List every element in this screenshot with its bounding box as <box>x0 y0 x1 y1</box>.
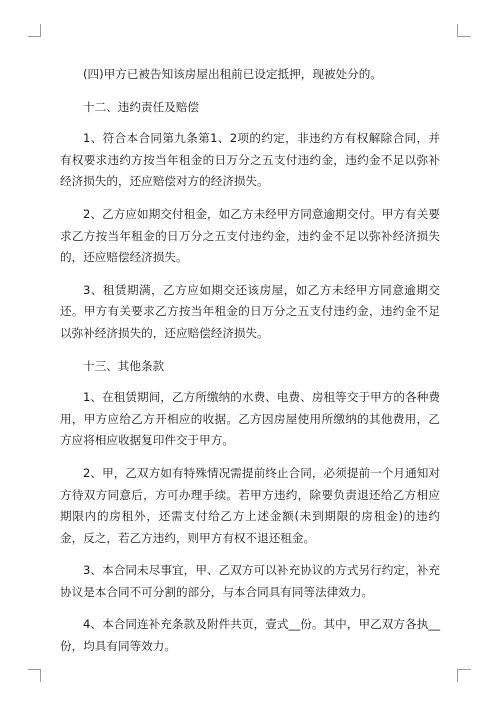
clause-13-3: 3、本合同未尽事宜，甲、乙双方可以补充协议的方式另行约定，补充协议是本合同不可分割的部分，与本合同具有同等法律效力。 <box>60 563 440 599</box>
clause-12-1: 1、符合本合同第九条第1、2项的约定，非违约方有权解除合同，并有权要求违约方按当年租金的日万分之五支付违约金，违约金不足以弥补经济损失的，还应赔偿对方的经济损失。 <box>60 131 440 189</box>
crop-mark-top-right <box>457 36 471 37</box>
crop-mark-top-right <box>457 24 458 37</box>
clause-13-4: 4、本合同连补充条款及附件共页，壹式__份。其中，甲乙双方各执__份，均具有同等效力。 <box>60 617 440 654</box>
crop-mark-bottom-right <box>457 669 471 670</box>
crop-mark-top-left <box>40 24 41 37</box>
document-body <box>60 64 440 669</box>
section-heading-other-terms: 十三、其他条款 <box>83 358 165 373</box>
crop-mark-bottom-left <box>40 669 41 682</box>
clause-12-3: 3、租赁期满，乙方应如期交还该房屋，如乙方未经甲方同意逾期交还。甲方有关要求乙方按当年租金的日万分之五支付违约金，违约金不足以弥补经济损失的，还应赔偿经济损失。 <box>60 282 440 340</box>
clause-13-2: 2、甲，乙双方如有特殊情况需提前终止合同，必须提前一个月通知对方待双方同意后，方可办理手续。若甲方违约，除要负责退还给乙方相应期限内的房租外，还需支付给乙方上述金额(未到期限的房租金)的违约金，反之，若乙方违约，则甲方有权不退还租金。 <box>60 465 440 545</box>
crop-mark-bottom-right <box>457 669 458 682</box>
clause-mortgage-disposed: (四)甲方已被告知该房屋出租前已设定抵押，现被处分的。 <box>83 67 382 81</box>
clause-12-2: 2、乙方应如期交付租金，如乙方未经甲方同意逾期交付。甲方有关要求乙方按当年租金的日万分之五支付违约金，违约金不足以弥补经济损失的，还应赔偿经济损失。 <box>60 206 440 265</box>
clause-13-1: 1、在租赁期间，乙方所缴纳的水费、电费、房租等交于甲方的各种费用，甲方应给乙方开相应的收据。乙方因房屋使用所缴纳的其他费用，乙方应将相应收据复印件交于甲方。 <box>60 390 440 448</box>
section-heading-breach-liability: 十二、违约责任及赔偿 <box>83 99 199 114</box>
